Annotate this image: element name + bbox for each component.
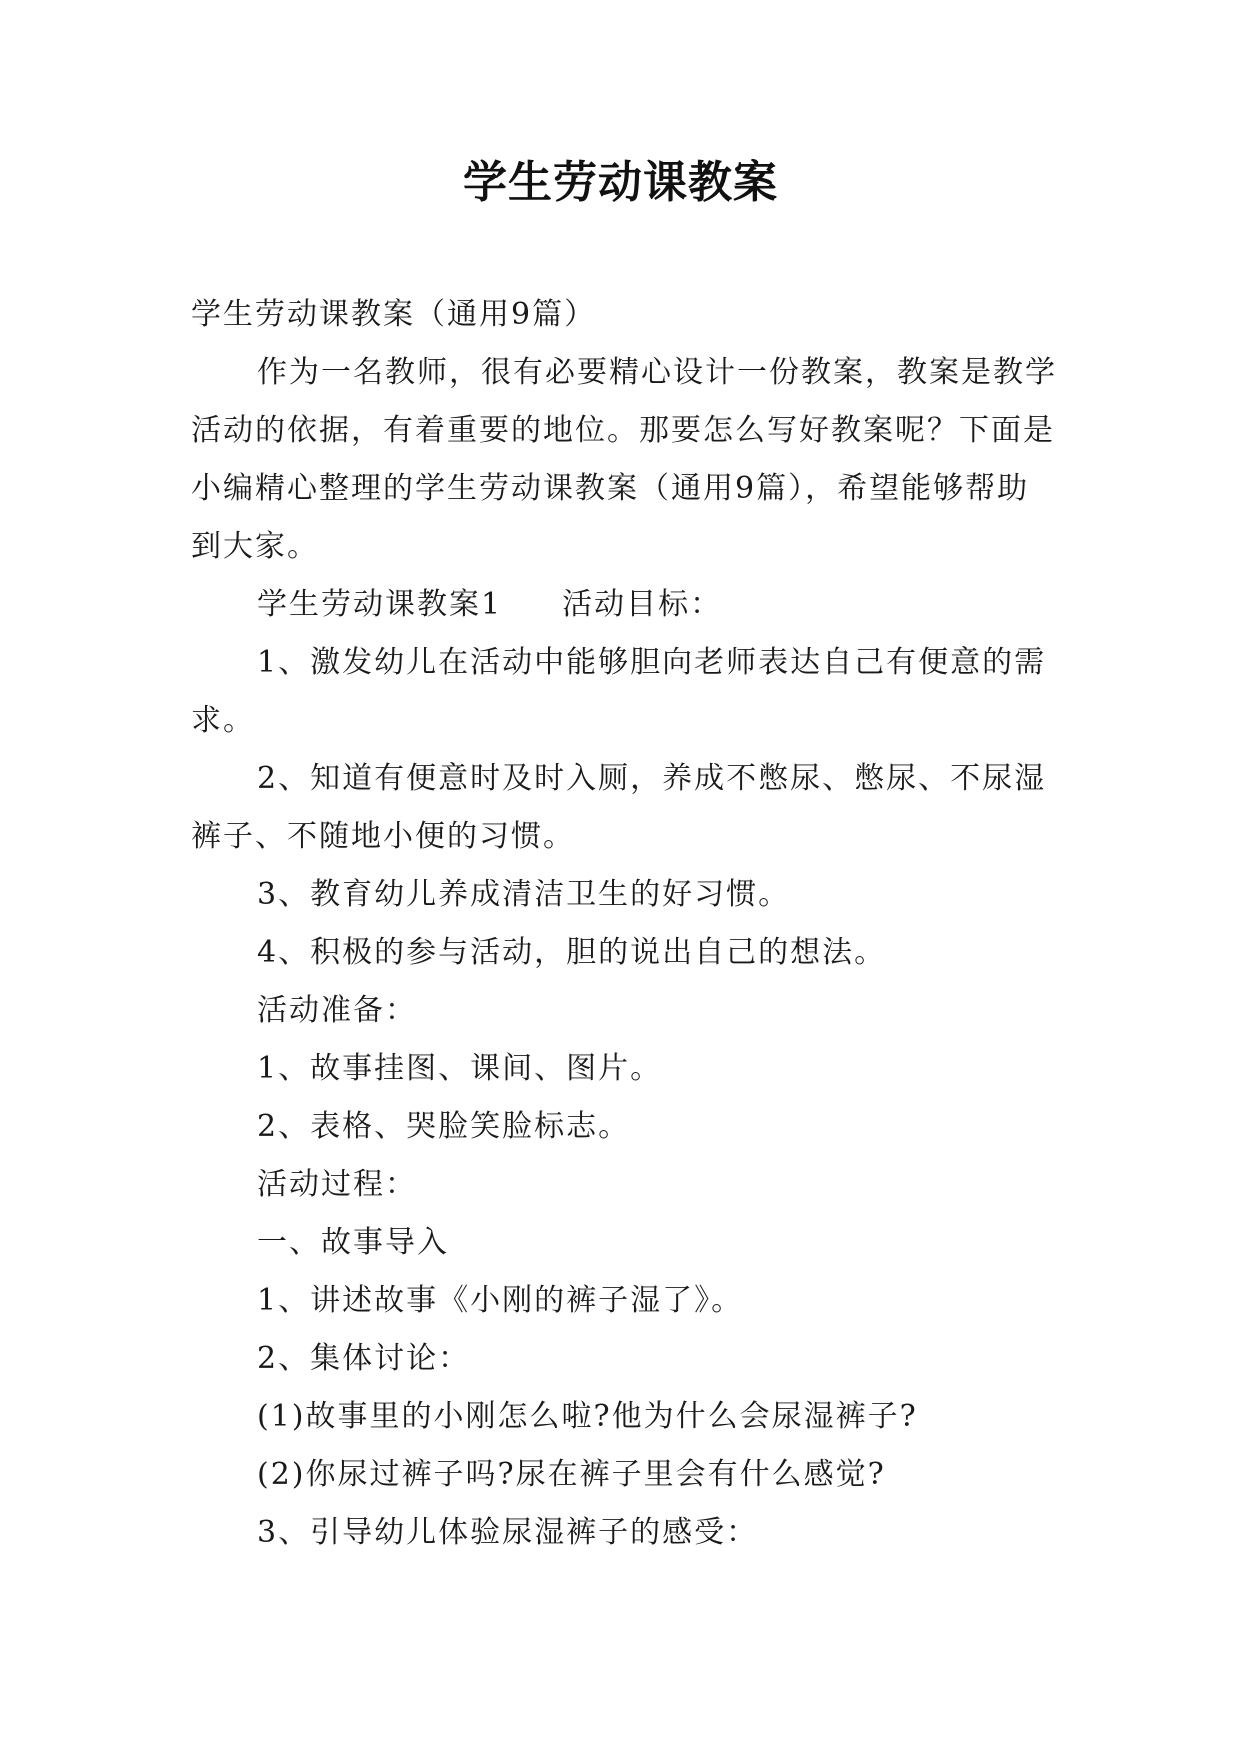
intro-paragraph: 作为一名教师，很有必要精心设计一份教案，教案是教学活动的依据，有着重要的地位。那要怎么写好教案呢？下面是小编精心整理的学生劳动课教案（通用9篇），希望能够帮助到大家。 [191, 355, 1057, 564]
objective-item: 4、积极的参与活动，胆的说出自己的想法。 [257, 935, 887, 970]
subtitle-paragraph: 学生劳动课教案（通用9篇） [191, 297, 597, 332]
document-body [191, 286, 1059, 1562]
section-heading-line [191, 576, 1059, 634]
preparation-item: 2、表格、哭脸笑脸标志。 [257, 1109, 631, 1144]
discussion-question: (1)故事里的小刚怎么啦?他为什么会尿湿裤子? [257, 1399, 918, 1434]
discussion-question: (2)你尿过裤子吗?尿在裤子里会有什么感觉? [257, 1457, 886, 1492]
process-item: 1、讲述故事《小刚的裤子湿了》。 [257, 1283, 744, 1318]
objective-item: 3、教育幼儿养成清洁卫生的好习惯。 [257, 877, 791, 912]
objective-item: 2、知道有便意时及时入厕，养成不憋尿、憋尿、不尿湿裤子、不随地小便的习惯。 [191, 761, 1047, 854]
document-title: 学生劳动课教案 [463, 157, 778, 208]
section-heading: 学生劳动课教案1 [257, 587, 503, 622]
preparation-item: 1、故事挂图、课间、图片。 [257, 1051, 663, 1086]
objectives-label: 活动目标： [562, 587, 723, 622]
preparation-label: 活动准备： [257, 993, 417, 1028]
process-item: 2、集体讨论： [257, 1341, 471, 1376]
process-item: 3、引导幼儿体验尿湿裤子的感受： [257, 1515, 759, 1550]
objective-item: 1、激发幼儿在活动中能够胆向老师表达自己有便意的需求。 [191, 645, 1047, 738]
process-label: 活动过程： [257, 1167, 417, 1202]
process-step-heading: 一、故事导入 [257, 1225, 449, 1260]
